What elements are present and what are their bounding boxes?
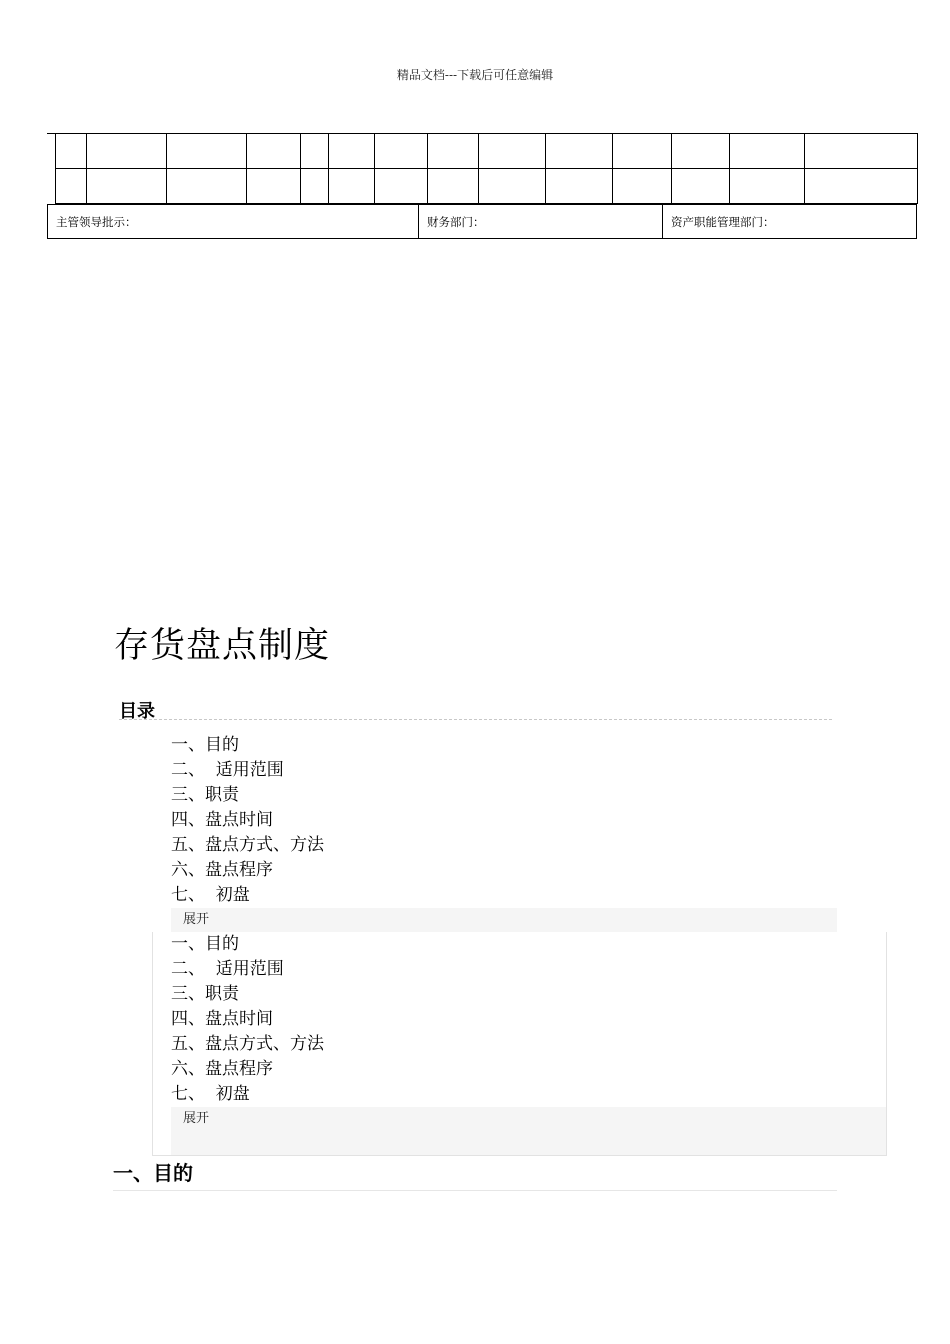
table-cell[interactable] <box>672 169 730 204</box>
page-header-note: 精品文档---下载后可任意编辑 <box>396 68 554 82</box>
table-cell[interactable] <box>613 134 672 169</box>
table-row <box>56 169 918 204</box>
asset-dept-cell[interactable]: 资产职能管理部门： <box>663 205 917 239</box>
toc-link[interactable]: 七、 初盘 <box>171 885 250 905</box>
table-cell[interactable] <box>167 169 247 204</box>
table-cell[interactable] <box>672 134 730 169</box>
table-cell[interactable] <box>375 134 428 169</box>
inventory-form-table <box>55 133 918 204</box>
toc-link[interactable]: 三、职责 <box>171 984 239 1004</box>
table-cell[interactable] <box>428 169 479 204</box>
table-cell[interactable] <box>730 134 805 169</box>
toc-expand-button[interactable]: 展开 <box>171 908 837 932</box>
table-cell[interactable] <box>805 169 918 204</box>
table-cell[interactable] <box>329 134 375 169</box>
table-cell[interactable] <box>329 169 375 204</box>
toc-divider <box>119 719 832 720</box>
table-cell[interactable] <box>56 169 87 204</box>
toc-link[interactable]: 三、职责 <box>171 785 239 805</box>
toc-link[interactable]: 五、盘点方式、方法 <box>171 835 324 855</box>
toc-link[interactable]: 四、盘点时间 <box>171 810 273 830</box>
table-cell[interactable] <box>247 169 301 204</box>
section-divider <box>113 1190 837 1191</box>
table-row <box>56 134 918 169</box>
table-cell[interactable] <box>546 169 613 204</box>
table-cell[interactable] <box>301 134 329 169</box>
approval-table <box>47 204 917 239</box>
toc-link[interactable]: 二、 适用范围 <box>171 760 284 780</box>
table-cell[interactable] <box>479 169 546 204</box>
toc-list-expanded <box>171 932 324 1107</box>
table-cell[interactable] <box>479 134 546 169</box>
toc-link[interactable]: 一、目的 <box>171 735 239 755</box>
toc-list <box>171 733 324 908</box>
toc-expand-button-2[interactable]: 展开 <box>171 1107 886 1155</box>
table-cell[interactable] <box>87 134 167 169</box>
section-heading-purpose: 一、目的 <box>113 1161 193 1185</box>
table-cell[interactable] <box>375 169 428 204</box>
table-cell[interactable] <box>546 134 613 169</box>
table-cell[interactable] <box>428 134 479 169</box>
table-cell[interactable] <box>301 169 329 204</box>
toc-link[interactable]: 七、 初盘 <box>171 1084 250 1104</box>
approval-row <box>48 205 917 239</box>
table-cell[interactable] <box>247 134 301 169</box>
toc-heading: 目录 <box>119 701 155 722</box>
document-title: 存货盘点制度 <box>114 626 331 666</box>
leader-approval-cell[interactable]: 主管领导批示： <box>48 205 419 239</box>
table-cell[interactable] <box>730 169 805 204</box>
toc-link[interactable]: 一、目的 <box>171 934 239 954</box>
toc-link[interactable]: 五、盘点方式、方法 <box>171 1034 324 1054</box>
table-cell[interactable] <box>87 169 167 204</box>
table-cell[interactable] <box>613 169 672 204</box>
table-cell[interactable] <box>56 134 87 169</box>
toc-link[interactable]: 四、盘点时间 <box>171 1009 273 1029</box>
finance-dept-cell[interactable]: 财务部门： <box>419 205 663 239</box>
toc-link[interactable]: 六、盘点程序 <box>171 860 273 880</box>
table-cell[interactable] <box>805 134 918 169</box>
table-cell[interactable] <box>167 134 247 169</box>
toc-link[interactable]: 二、 适用范围 <box>171 959 284 979</box>
toc-link[interactable]: 六、盘点程序 <box>171 1059 273 1079</box>
table-corner-tick <box>47 133 55 134</box>
